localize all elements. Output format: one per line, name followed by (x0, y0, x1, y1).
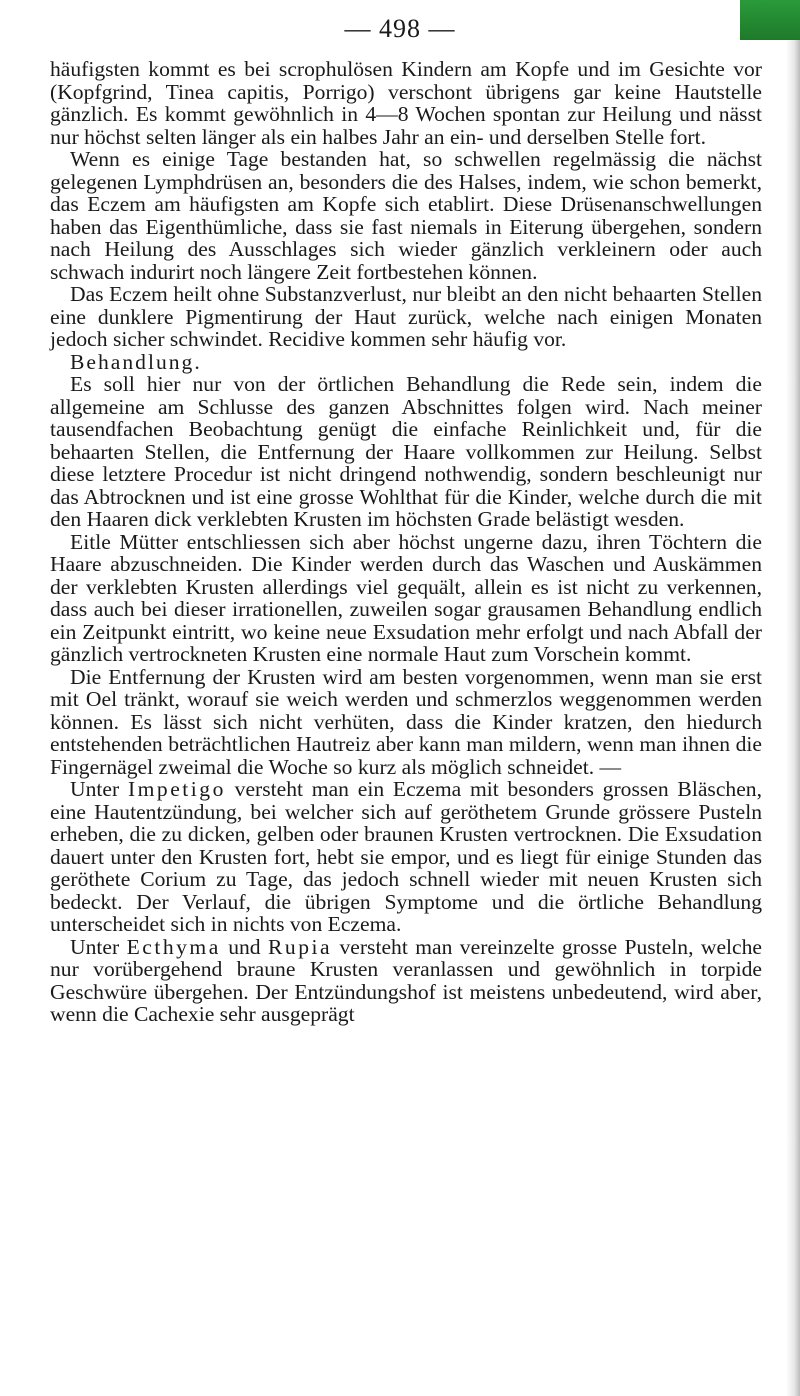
paragraph-7-lead: Unter (70, 777, 128, 801)
paragraph-3: Das Eczem heilt ohne Substanzverlust, nur bleibt an den nicht behaarten Stellen eine dunklere Pigmentirung der Haut zurück, welche nach einigen Monaten jedoch sicher schwindet. Recidive kommen sehr häufig vor. (50, 282, 762, 351)
paragraph-8 (50, 936, 762, 1026)
paragraph-8-body: versteht man vereinzelte grosse Pusteln, welche nur vorübergehend braune Krusten veranlassen und gewöhnlich in torpide Geschwüre übergehen. Der Entzündungshof ist meistens unbedeutend, wird aber, wenn die Cachexie sehr ausgeprägt (50, 934, 762, 1026)
paragraph-7-body: versteht man ein Eczema mit besonders grossen Bläschen, eine Hautentzündung, bei welcher sich auf geröthetem Grunde grössere Pusteln erheben, die zu dicken, gelben oder braunen Krusten vertrocknen. Die Exsudation dauert unter den Krusten fort, hebt sie empor, und es liegt für einige Stunden das geröthete Corium zu Tage, das jedoch schnell wieder mit neuen Krusten sich bedeckt. Der Verlauf, die übrigen Symptome und die örtliche Behandlung unterscheidet sich in nichts von Eczema. (50, 777, 762, 936)
page-edge-shadow (786, 0, 800, 1396)
paragraph-6: Die Entfernung der Krusten wird am besten vorgenommen, wenn man sie erst mit Oel tränkt, worauf sie weich werden und schmerzlos weggenommen werden können. Es lässt sich nicht verhüten, dass die Kinder kratzen, den hiedurch entstehenden beträchtlichen Hautreiz aber kann man mildern, wenn man ihnen die Fingernägel zweimal die Woche so kurz als möglich schneidet. — (50, 664, 762, 779)
paragraph-1: häufigsten kommt es bei scrophulösen Kindern am Kopfe und im Gesichte vor (Kopfgrind, Tinea capitis, Porrigo) verschont übrigens gar keine Hautstelle gänzlich. Es kommt gewöhnlich in 4—8 Wochen spontan zur Heilung und nässt nur höchst selten länger als ein halbes Jahr an ein- und derselben Stelle fort. (50, 57, 762, 149)
section-heading: Behandlung. (70, 349, 202, 374)
body-text (50, 58, 762, 1026)
paragraph-2: Wenn es einige Tage bestanden hat, so schwellen regelmässig die nächst gelegenen Lymphdrüsen an, besonders die des Halses, indem, wie schon bemerkt, das Eczem am häufigsten am Kopfe sich etablirt. Diese Drüsenanschwellungen haben das Eigenthümliche, dass sie fast niemals in Eiterung übergehen, sondern nach Heilung des Ausschlages sich wieder gänzlich verkleinern oder auch schwach indurirt noch längere Zeit fortbestehen können. (50, 147, 762, 284)
paragraph-8-conjunction: und (220, 934, 268, 959)
term-rupia: Rupia (268, 934, 333, 959)
term-ecthyma: Ecthyma (126, 934, 221, 959)
paragraph-8-lead: Unter (70, 934, 127, 959)
paragraph-4: Es soll hier nur von der örtlichen Behandlung die Rede sein, indem die allgemeine am Schlusse des ganzen Abschnittes folgen wird. Nach meiner tausendfachen Beobachtung genügt die einfache Reinlichkeit und, für die behaarten Stellen, die Entfernung der Haare vollkommen zur Heilung. Selbst diese letztere Procedur ist nicht dringend nothwendig, sondern beschleunigt nur das Abtrocknen und ist eine grosse Wohlthat für die Kinder, welche durch die mit den Haaren dick verklebten Krusten im höchsten Grade belästigt wesden. (50, 372, 762, 531)
paragraph-5: Eitle Mütter entschliessen sich aber höchst ungerne dazu, ihren Töchtern die Haare abzuschneiden. Die Kinder werden durch das Waschen und Auskämmen der verklebten Krusten allerdings viel gequält, allein es ist nicht zu verkennen, dass auch bei dieser irrationellen, zuweilen sogar grausamen Behandlung endlich ein Zeitpunkt eintritt, wo keine neue Exsudation mehr erfolgt und nach Abfall der gänzlich vertrockneten Krusten eine normale Haut zum Vorschein kommt. (50, 529, 762, 666)
page-number: — 498 — (344, 14, 456, 43)
term-impetigo: Impetigo (127, 777, 226, 801)
paragraph-7 (50, 778, 762, 936)
